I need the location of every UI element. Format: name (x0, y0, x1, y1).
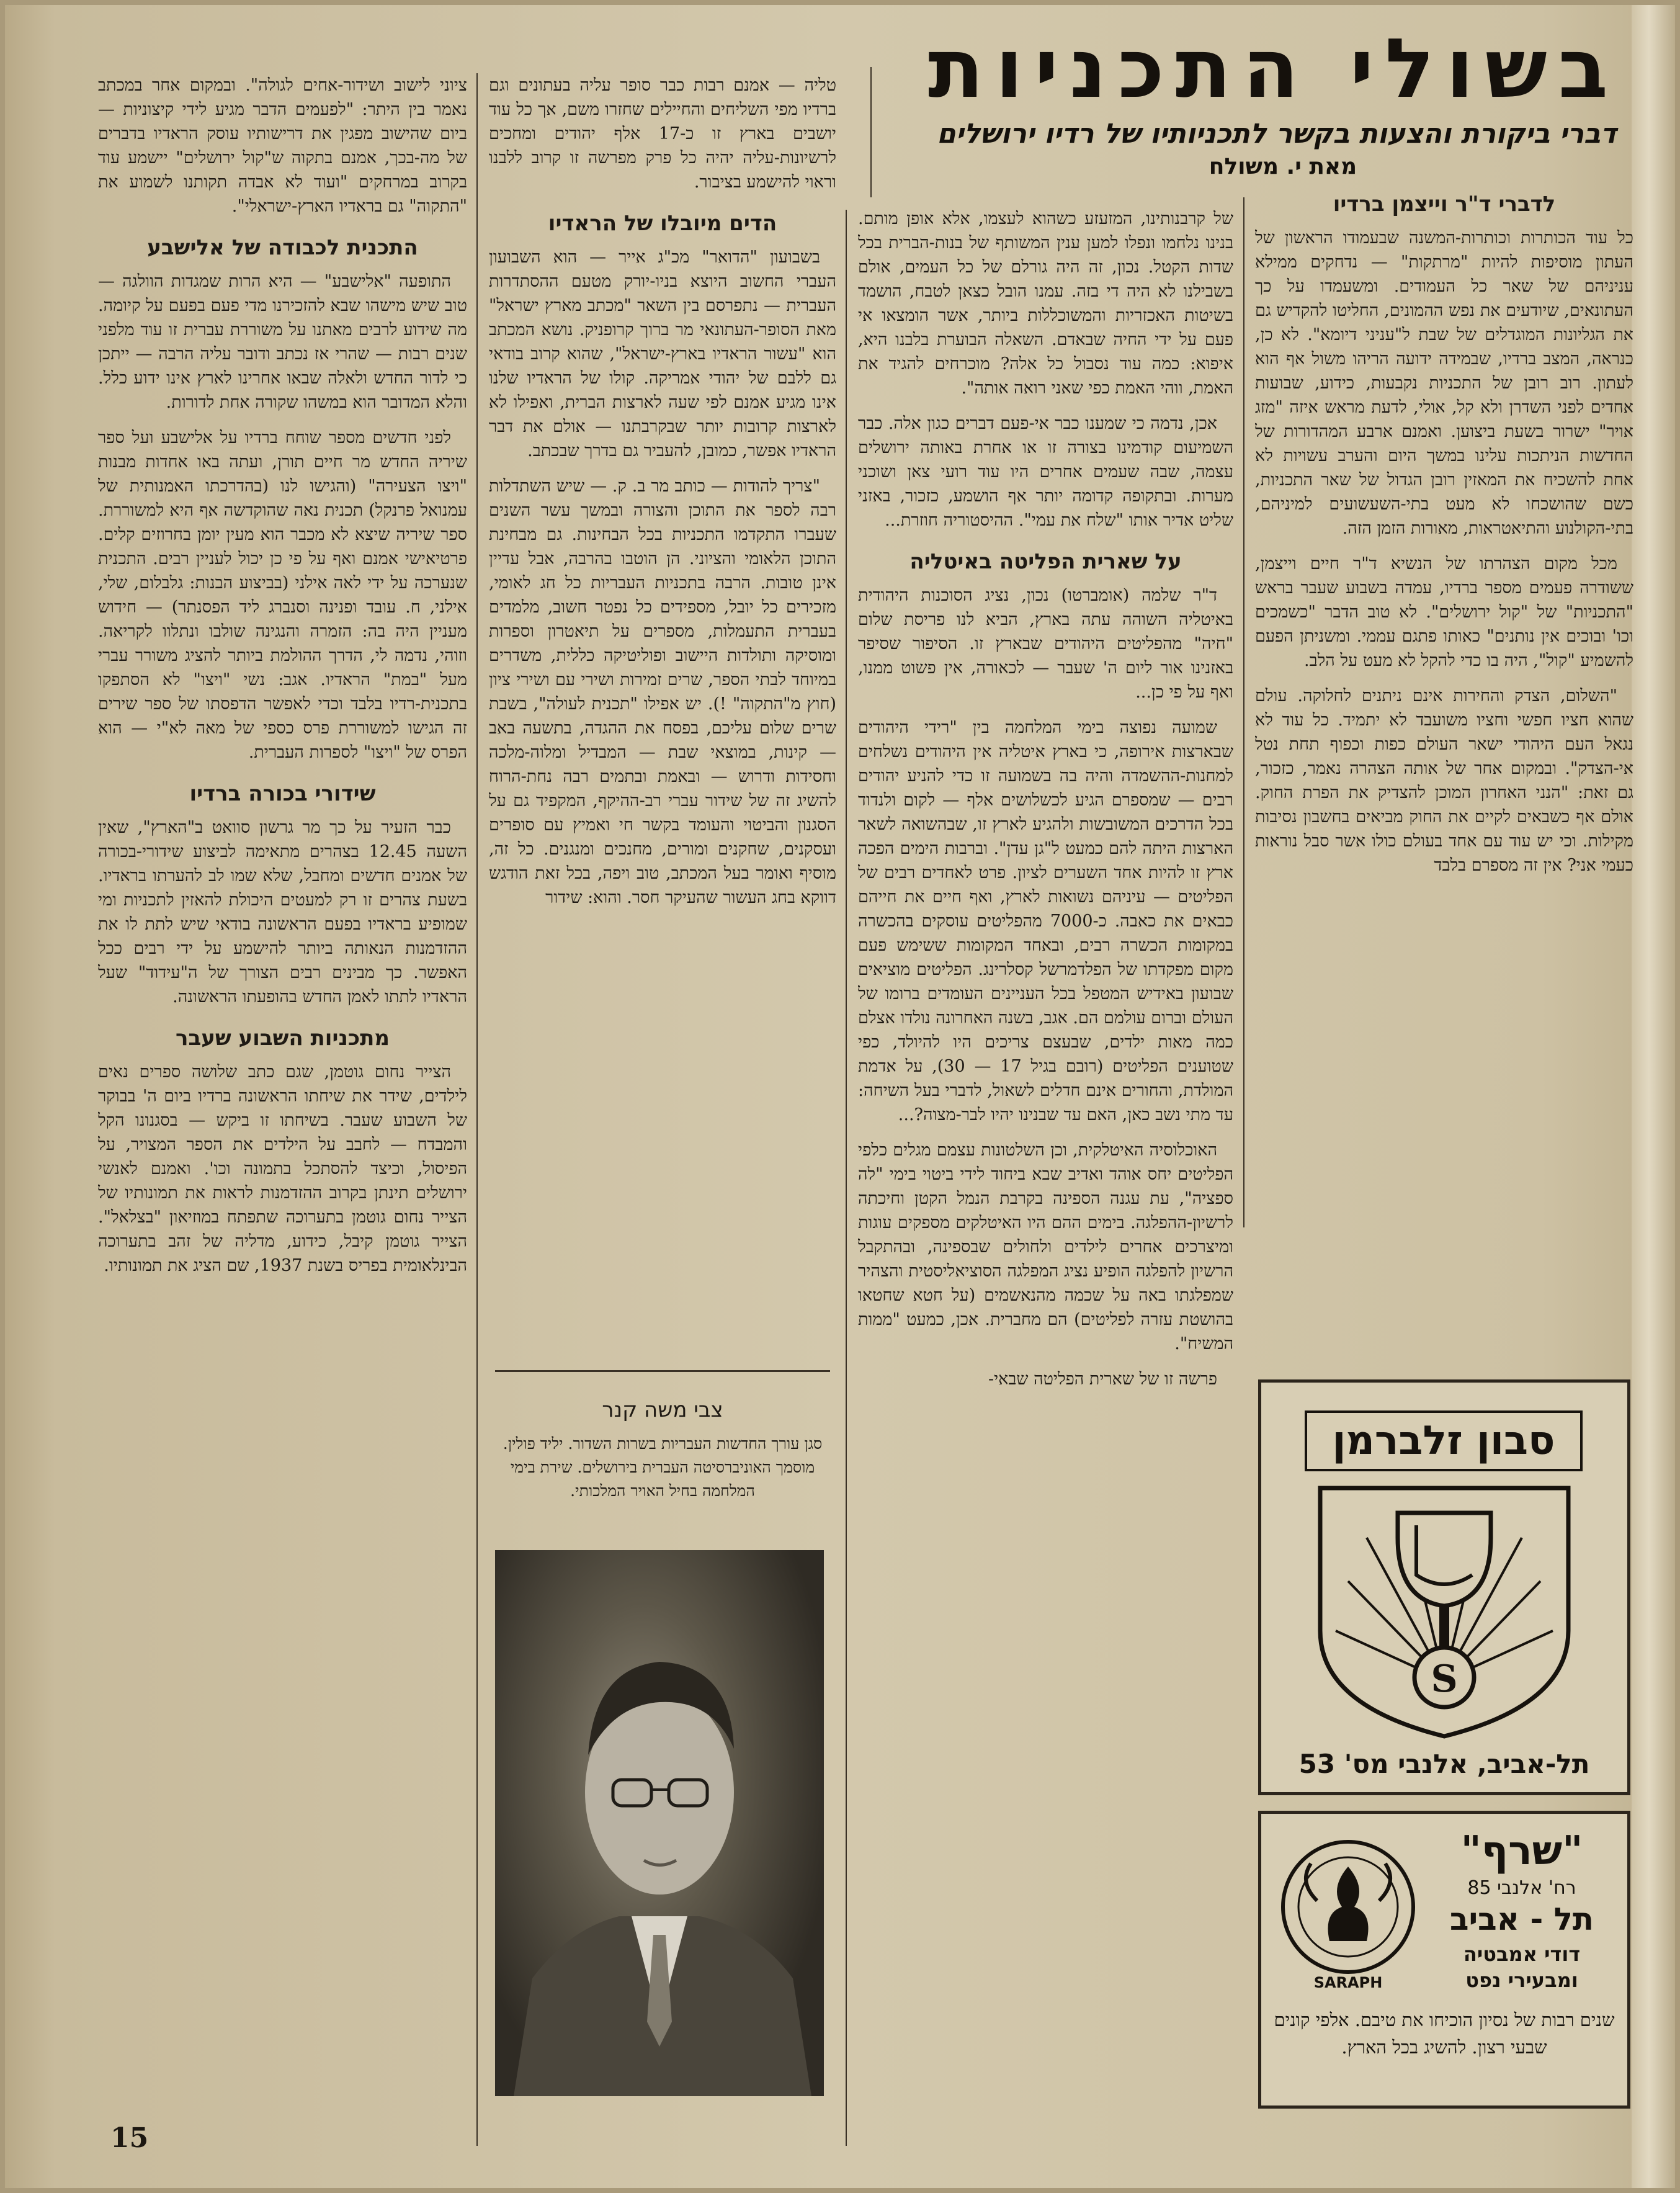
paragraph: כבר הזעיר על כך מר גרשון סוואט ב"הארץ", שאין השעה 12.45 בצהרים מתאימה לביצוע שידורי-בכורה של אמנים חדשים ומחבל, שלא שמו לב להערתו בראדיו. בשעת צהרים זו רק למעטים היכולת להאזין לתכניות ומי שמופיע בראדיו בפעם הראשונה בודאי שיש לתת לו את ההזדמנות הנאותה ביותר להישמע על ידי רבים ככל האפשר. כך מבינים רבים הצורך של ה"עידוד" שעל הראדיו לתתו לאמן החדש בהופעתו הראשונה. (98, 818, 467, 1007)
paragraph: הצייר נחום גוטמן, שגם כתב שלושה ספרים נאים לילדים, שידר את שיחתו הראשונה ברדיו ביום ה' בבוקר של השבוע שעבר. בשיחתו זו ביקש — בסגנונו הקל והמבדח — לחבב על הילדים את הספר המצויר, על הפיסול, וכיצד להסתכל בתמונה וכו'. ואמנם לאנשי ירושלים תינתן בקרוב ההזדמנות לראות את תמונותיו של הצייר נחום גוטמן בתערוכה שתפתח במוזיאון "בצלאל". הצייר גוטמן קיבל, כידוע, מדליה של זהב בתערוכה הבינלאומית בפריס בשנת 1937, שם הציג את תמונותיו. (98, 1062, 467, 1275)
column-2 (858, 207, 1233, 2143)
newspaper-page (5, 5, 1675, 2188)
column-rule (846, 210, 847, 2146)
paragraph: "צריך להודות — כותב מר ב. ק. — שיש השתדלות רבה לספר את התוכן והצורה ובמשך עשר השנים שעברו התקדמו התכניות בכל הבחינות. גם מבחינת התוכן הלאומי והציוני. הן הוטבו בהרבה, אבל עדיין אינן טובות. הרבה בתכניות העבריות כל חג לאומי, מזכירים כל יובל, מספידים כל נפטר חשוב, מלמדים בעברית התעמלות, מספרים על תיאטרון וספרות ומוסיקה ותולדות היישוב ופוליטיקה כללית, משדרים במיוחד לבתי הספר, שרים זמירות ושירי עם ושירי ציון (חוץ מ"התקוה" !). יש אפילו "תכנית לעולה", בשבת שרים שלום עליכם, בפסח את ההגדה, בתשעה באב — קינות, במוצאי שבת — המבדיל ומלוה-מלכה וחסידות ודרוש — ובאמת ובתמים רבה נחת-הרוח להשיג זה של שידור עברי רב-ההיקף, המקפיד גם על הסגנון והביטוי והעומד בקשר חי ואמיץ עם סופרים ועסקנים, שחקנים ומורים, מחנכים ומנגנים. כל זה, מוסיף ואומר בעל המכתב, טוב ויפה, בכל זאת הודגש דווקא בחג העשור שהעיקר חסר. והוא: שידור (489, 477, 836, 907)
page-number: 15 (110, 2122, 149, 2154)
column-rule (1243, 197, 1244, 1227)
column-1 (1255, 191, 1633, 1240)
article-subtitle: דברי ביקורת והצעות בקשר לתכניותיו של רדיו ירושלים (937, 118, 1617, 150)
paragraph: לפני חדשים מספר שוחח ברדיו על אלישבע ועל ספר שיריה החדש מר חיים תורן, ועתה באו אחדות מבנות "ויצו הצעירה" (והגישו לנו (בהדרכתו האמנותית של עמנואל פרנקל) תכנית נאה שהוקדשה אף היא למשוררת. ספר שיריה שיצא לא מכבר הוא מעין יומן בחרוזים קלים. פרטיאישי אמנם ואף על פי כן יכול לעניין רבים. התכנית שנערכה על ידי לאה אילני (בביצוע הבנות: גלבלום, שלי, אילני, ח. עובד ופנינה וסנברג ליד הפסנתר) — חידוש מעניין היה בה: הזמרה והנגינה שולבו ונתלוו לקריאה. וזוהי, נדמה לי, הדרך ההולמת ביותר להציג משורר עברי מעל "במת" הראדיו. אגב: נשי "ויצו" לא הסתפקו בתכנית-רדיו בלבד וכדי לאפשר הדפסתו של ספר שירים זה הגישו למשוררת פרס כספי של מאה לא"י — הוא הפרס של "ויצו" לספרות העברית. (98, 428, 467, 762)
saraph-line3: דודי אמבטיה (1463, 1942, 1581, 1966)
saraph-brand: "שרף" (1460, 1828, 1583, 1874)
saraph-line4: ומבעירי נפט (1465, 1968, 1578, 1992)
section-heading: מתכניות השבוע שעבר (176, 1026, 390, 1051)
column-3 (489, 73, 836, 1358)
paragraph: של קרבנותינו, המזעזע כשהוא לעצמו, אלא אופן מותם. בנינו נלחמו ונפלו למען ענין המשותף של בנות-הברית בכל שדות הקטל. נכון, זה היה גורלם של כל העמים, אולם בשבילנו לא היה די בזה. עמנו הובל כצאן לטבח, הושמד בשיטות האכזריות והמשוכללות ביותר, אשר הומצאו אי פעם על ידי החיה שבאדם. השאלה הבוערת בלבנו היא, איפוא: כמה עוד נסבול כל אלה? מוכרחים להגיד את האמת, ווהי האמת כפי שאני רואה אותה". (858, 209, 1233, 398)
column-4 (98, 73, 467, 2133)
soap-brand: סבון זלברמן (1305, 1410, 1583, 1471)
paragraph: "השלום, הצדק והחירות אינם ניתנים לחלוקה. עולם שהוא חציו חפשי וחציו משועבד לא יתמיד. כל עוד לא נגאל העם היהודי ישאר העולם כפות וכפוף תחת נטל אי-הצדק". ובמקום אחר של אותה הצהרה נאמר, כזכור, גם זאת: "הנני האחרון המוכן להצדיק את הפרת החוק. אולם אף כשבאים לקיים את החוק מביאים בחשבון נסיבות מקילות. וכי יש עוד עם אחד בעולם כולו אשר סבל נוראות כעמי אני? אין זה מספרם בלבד (1255, 686, 1633, 875)
section-heading: התכנית לכבודה של אלישבע (147, 235, 418, 260)
section-heading: על שארית הפליטה באיטליה (909, 549, 1182, 574)
page-edge (1632, 5, 1675, 2188)
ad-silberman-soap (1258, 1379, 1630, 1795)
saraph-city: תל - אביב (1449, 1901, 1594, 1937)
paragraph: טליה — אמנם רבות כבר סופר עליה בעתונים וגם ברדיו מפי השליחים והחיילים שחזרו משם, אך כל עוד יושבים בארץ זו כ-17 אלף יהודים ומחכים לרשיונות-עליה יהיה כל פרק מפרשה זו קרוב ללבנו וראוי להישמע בציבור. (489, 76, 836, 192)
saraph-logo-text: SARAPH (1313, 1974, 1383, 1991)
soap-address: תל-אביב, אלנבי מס' 53 (1298, 1749, 1590, 1779)
section-heading: שידורי בכורה ברדיו (189, 781, 376, 806)
page-title: בשולי התכניות (927, 21, 1620, 117)
section-heading: הדים מיובלו של הראדיו (548, 211, 777, 236)
column-rule (476, 73, 478, 2146)
paragraph: שמועה נפוצה בימי המלחמה בין "רידי היהודים שבארצות אירופה, כי בארץ איטליה אין היהודים נשלחים למחנות-ההשמדה והיה בה בשמועה זו כדי להניע יהודים רבים — שמספרם הגיע לכשלושים אלף — לקום ולנדוד בכל הדרכים המשובשות ולהגיע לארץ זו, שבהשואה לשאר הארצות היתה להם כמעט ל"גן עדן". וברבות הימים הפכה ארץ זו להיות אחד השערים לציון. פרט לאחדים רבים של הפליטים — עיניהם נשואות לארץ, ואף חיים את חייהם כבאים את כאבה. כ-7000 מהפליטים עוסקים בהכשרה במקומות הכשרה רבים, ובאחד המקומות ששימש פעם מקום מפקדתו של הפלדמרשל קסלרינג. הפליטים מוציאים שבועון באידיש המטפל בכל העניינים העומדים ברומו של העולם וברום עולמם הם. אגב, בשנה האחרונה נולדו אצלם כמה מאות ילדים, שבעצם צריכים היו להיולד, כפי שטוענים הפליטים (רובם בגיל 17 — 30), על אדמת המולדת, והחורים אינם חדלים לשאול, לדברי בעל השיחה: עד מתי נשב כאן, האם עד שבנינו יהיו לבר-מצוה?... (858, 718, 1233, 1124)
saraph-tagline: שנים רבות של נסיון הוכיחו את טיבם. אלפי קונים שבעי רצון. להשיג בכל הארץ. (1274, 2009, 1615, 2058)
saraph-address: רח' אלנבי 85 (1467, 1877, 1576, 1899)
paragraph: בשבועון "הדואר" מכ"ג אייר — הוא השבועון העברי החשוב היוצא בניו-יורק מטעם ההסתדרות העברית — נתפרסם בין השאר "מכתב מארץ ישראל" מאת הסופר-העתונאי מר ברוך קרופניק. נושא המכתב הוא "עשור הראדיו בארץ-ישראל", שהוא קרוב בודאי גם ללבם של יהודי אמריקה. קולו של הראדיו שלנו אינו מגיע אמנם לפי שעה לארצות הברית, ואפילו לא לארצות קרובות יותר שבקרבתנו — אולם את דבר הראדיו אפשר, כמובן, להעביר גם בדרך שבכתב. (489, 248, 836, 460)
paragraph: אכן, נדמה כי שמענו כבר אי-פעם דברים כגון אלה. כבר השמיעום קודמינו בצורה זו או אחרת באותה ירושלים עצמה, שבה שעמים אחרים היו עוד רועי צאן ושוכני מערות. ובתקופה קדומה יותר אף הושמע, כזכור, באזני שליט אדיר אותו "שלח את עמי". ההיסטוריה חוזרת... (858, 414, 1233, 530)
profile-rule (495, 1370, 830, 1372)
paragraph: האוכלוסיה האיטלקית, וכן השלטונות עצמם מגלים כלפי הפליטים יחס אוהד ואדיב שבא ביחוד לידי ביטוי בימי "לה ספציה", עת עגנה הספינה בקרבת הנמל הקטן וחיכתה לרשיון-ההפלגה. בימים ההם היו האיטלקים מספקים עוגות ומיצרכים אחרים לילדים ולחולים שבספינה, ובהתקבל הרשיון להפלגה הופיע נציג המפלגה הסוציאליסטית והצהיר שמפלגתו באה על שכמה מהנאשמים (על חטא שחטאו בהושטת עזרה לפליטים) הם מחברית. אכן, כמעט "ממות המשיח". (858, 1141, 1233, 1353)
profile-caption: סגן עורך החדשות העבריות בשרות השדור. יליד פולין. מוסמך האוניברסיטה העברית בירושלים. שירת בימי המלחמה בחיל האויר המלכותי. (503, 1435, 823, 1500)
article-byline: מאת י. משולח (1209, 154, 1357, 179)
portrait-figure (495, 1550, 824, 2096)
column-rule (870, 67, 872, 197)
saraph-logo (1274, 1832, 1423, 1994)
paragraph: כל עוד הכותרות וכותרות-המשנה שבעמודו הראשון של העתון מוסיפות להיות "מרתקות" — נדחקים ממילא עניניהם של שאר כל העמודים. ומשעמדו על כך העתונאים, שיודעים את נפש ההמונים, החליטו להקדיש גם את הגליונות המוגדלים של שבת ל"עניני דיומא". לא כן, כנראה, המצב ברדיו, שבמידה ידועה הריהו משול אף הוא לעתון. רוב רובן של התכניות נקבעות, כידוע, שבועות אחדים לפני השדרן ולא קל, אולי, לדעת מראש איזה "מזג אויר" ישרור בשעת ביצוען. ואמנם ארבע המהדורות של החדשות הניתכות עלינו במשך היום והערב עשויות לא אחת להשכיח את המאזין רובן הגדול של שאר התכניות, כשם שהושכחו לא מעט בתי-השעשועים למיניהם, בתי-הקולנוע והתיאטראות, מאורות הזמן הזה. (1255, 228, 1633, 538)
portrait-photo (495, 1550, 824, 2096)
section-heading: לדברי ד"ר וייצמן ברדיו (1333, 192, 1556, 217)
paragraph: מכל מקום הצהרתו של הנשיא ד"ר חיים וייצמן, ששודרה פעמים מספר ברדיו, עמדה בשבוע שעבר בראש "התכניות" של "קול ירושלים". לא טוב הדבר "כשמכים וכו' ובוכים אין נותנים" כאותו פתגם עממי. ומשניתן הפעם להשמיע "קול", היה בו כדי להקל לא מעט על הלב. (1255, 554, 1633, 670)
paragraph: ד"ר שלמה (אומברטו) נכון, נציג הסוכנות היהודית באיטליה השוהה עתה בארץ, הביא לנו פריסת שלום "חיה" מהפליטים היהודים שבארץ זו. הסיפור שסיפר באזנינו אור ליום ה' שעבר — לכאורה, אין פשוט ממנו, ואף על פי כן... (858, 586, 1233, 702)
ad-saraph (1258, 1811, 1630, 2109)
paragraph: פרשה זו של שארית הפליטה שבאי- (988, 1370, 1217, 1389)
paragraph: ציוני לישוב ושידור-אחים לגולה". ובמקום אחר במכתב נאמר בין היתר: "לפעמים הדבר מגיע לידי קיצוניות — ביום שהישוב מפגין את דרישותיו עוסק הראדיו בדברים של מה-בכך, אמנם בתקוה ש"קול ירושלים" יישמע עוד בקרוב במרחקים "ועוד לא אבדה תקותנו לשמוע את "התקוה" גם בראדיו הארץ-ישראלי". (98, 76, 467, 216)
paragraph: התופעה "אלישבע" — היא הרות שמגדות הוולגה — טוב שיש מישהו שבא להזכירנו מדי פעם בפעם על קיומה. מה שידוע לרבים מאתנו על משוררת עברית זו עוד מלפני שנים רבות — שהרי אז נכתב ודובר עליה הרבה — ייתכן כי לדור החדש ולאלה שבאו אחרינו לארץ אינו ידוע כלל. והלא המדובר הוא במשהו שקורה אחת לדורות. (98, 272, 467, 412)
soap-emblem (1261, 1469, 1627, 1742)
profile-name: צבי משה קנר (602, 1397, 723, 1422)
svg-text:S: S (1431, 1657, 1458, 1701)
